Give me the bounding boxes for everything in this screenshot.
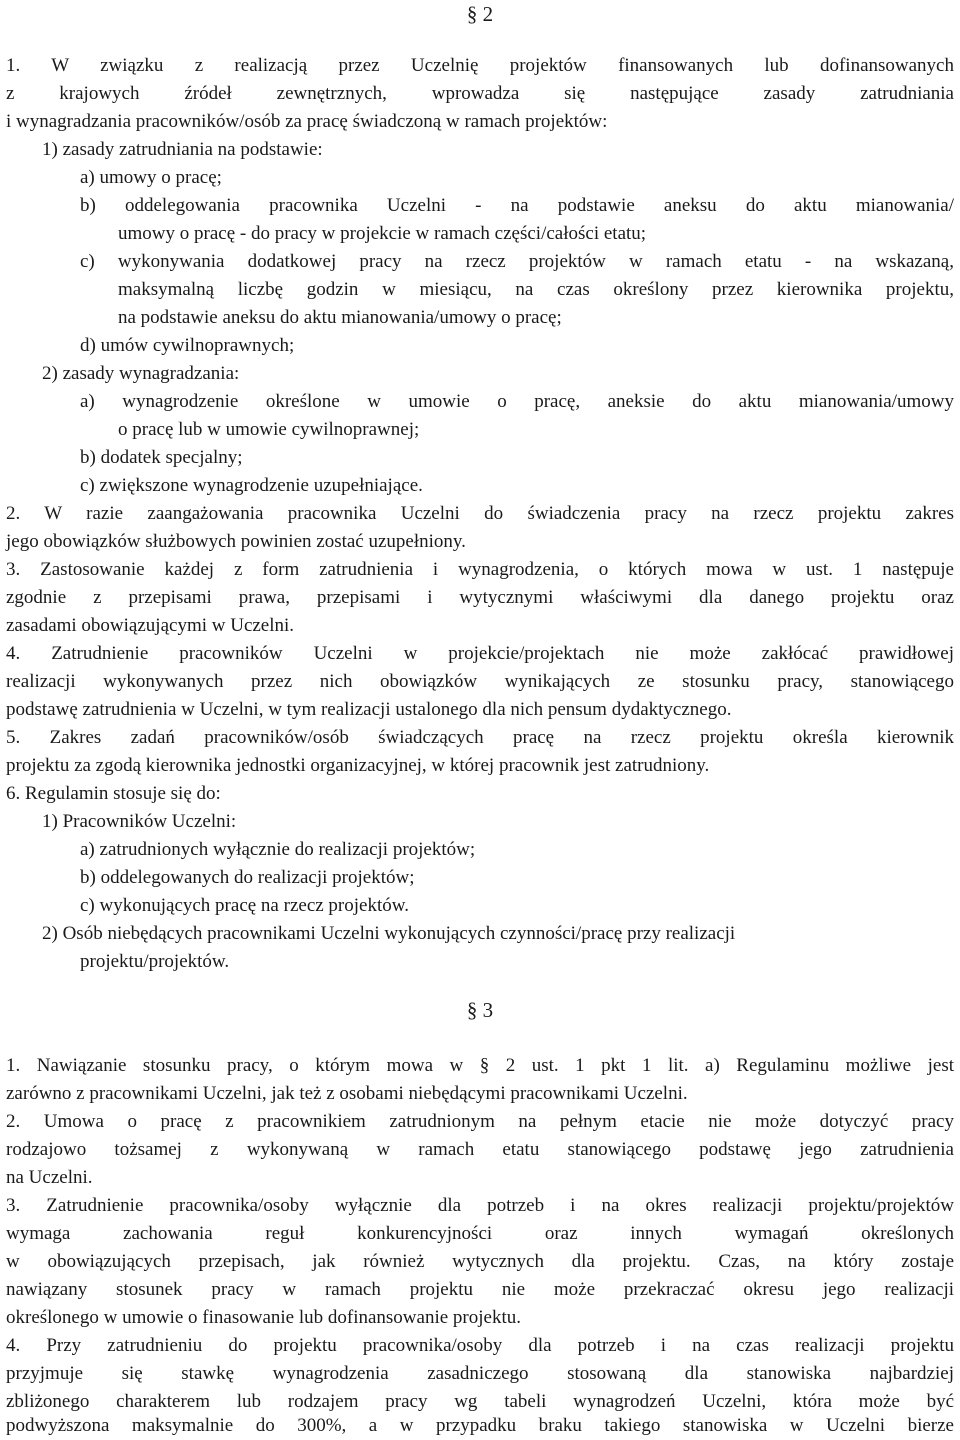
text-line: przyjmuje się stawkę wynagrodzenia zasadniczego stosowaną dla stanowiska najbardziej [6,1363,954,1384]
text-line: projektu/projektów. [80,951,230,972]
text-line: projektu za zgodą kierownika jednostki organizacyjnej, w której pracownik jest zatrudniony. [6,755,710,776]
text-line: c) wykonywania dodatkowej pracy na rzecz projektów w ramach etatu - na wskazaną, [80,251,954,272]
text-line: 6. Regulamin stosuje się do: [6,783,221,804]
text-line: zasadami obowiązującymi w Uczelni. [6,615,295,636]
text-line: 4. Przy zatrudnieniu do projektu pracownika/osoby dla potrzeb i na czas realizacji projektu [6,1335,954,1356]
text-line: 1) zasady zatrudniania na podstawie: [42,139,323,160]
text-line: podwyższona maksymalnie do 300%, a w przypadku braku takiego stanowiska w Uczelni bierze [6,1415,954,1436]
text-line: w obowiązujących przepisach, jak również wytycznych dla projektu. Czas, na który zostaje [6,1251,954,1272]
text-line: zgodnie z przepisami prawa, przepisami i wytycznymi właściwymi dla danego projektu oraz [6,587,954,608]
text-line: b) oddelegowanych do realizacji projektów; [80,867,415,888]
text-line: wymaga zachowania reguł konkurencyjności oraz innych wymagań określonych [6,1223,954,1244]
text-line: 1) Pracowników Uczelni: [42,811,237,832]
text-line: 2) Osób niebędących pracownikami Uczelni wykonujących czynności/pracę przy realizacji [42,923,736,944]
text-line: c) wykonujących pracę na rzecz projektów. [80,895,409,916]
text-line: 2) zasady wynagradzania: [42,363,240,384]
text-line: zarówno z pracownikami Uczelni, jak też z osobami niebędącymi pracownikami Uczelni. [6,1083,688,1104]
text-line: b) oddelegowania pracownika Uczelni - na podstawie aneksu do aktu mianowania/ [80,195,954,216]
text-line: umowy o pracę - do pracy w projekcie w ramach części/całości etatu; [118,223,647,244]
text-line: 2. W razie zaangażowania pracownika Uczelni do świadczenia pracy na rzecz projektu zakres [6,503,954,524]
text-line: 4. Zatrudnienie pracowników Uczelni w projekcie/projektach nie może zakłócać prawidłowej [6,643,954,664]
text-line: o pracę lub w umowie cywilnoprawnej; [118,419,420,440]
text-line: na Uczelni. [6,1167,93,1188]
text-line: 1. Nawiązanie stosunku pracy, o którym mowa w § 2 ust. 1 pkt 1 lit. a) Regulaminu możliwe jest [6,1055,954,1076]
text-line: jego obowiązków służbowych powinien zostać uzupełniony. [6,531,466,552]
text-line: 2. Umowa o pracę z pracownikiem zatrudnionym na pełnym etacie nie może dotyczyć pracy [6,1111,954,1132]
text-line: podstawę zatrudnienia w Uczelni, w tym realizacji ustalonego dla nich pensum dydaktycznego. [6,699,732,720]
text-line: nawiązany stosunek pracy w ramach projektu nie może przekraczać okresu jego realizacji [6,1279,954,1300]
text-line: realizacji wykonywanych przez nich obowiązków wynikających ze stosunku pracy, stanowiącego [6,671,954,692]
text-line: na podstawie aneksu do aktu mianowania/umowy o pracę; [118,307,562,328]
text-line: 3. Zastosowanie każdej z form zatrudnienia i wynagrodzenia, o których mowa w ust. 1 następuje [6,559,954,580]
text-line: 3. Zatrudnienie pracownika/osoby wyłącznie dla potrzeb i na okres realizacji projektu/projektów [6,1195,954,1216]
text-line: określonego w umowie o finasowanie lub dofinansowanie projektu. [6,1307,521,1328]
text-line: rodzajowo tożsamej z wykonywaną w ramach etatu stanowiącego podstawę jego zatrudnienia [6,1139,954,1160]
text-line: a) zatrudnionych wyłącznie do realizacji projektów; [80,839,476,860]
text-line: a) wynagrodzenie określone w umowie o pracę, aneksie do aktu mianowania/umowy [80,391,954,412]
text-line: z krajowych źródeł zewnętrznych, wprowadza się następujące zasady zatrudniania [6,83,954,104]
text-line: b) dodatek specjalny; [80,447,243,468]
text-line: zbliżonego charakterem lub rodzajem pracy wg tabeli wynagrodzeń Uczelni, która może być [6,1391,954,1412]
text-line: a) umowy o pracę; [80,167,222,188]
text-line: 1. W związku z realizacją przez Uczelnię projektów finansowanych lub dofinansowanych [6,55,954,76]
text-line: i wynagradzania pracowników/osób za pracę świadczoną w ramach projektów: [6,111,608,132]
text-line: c) zwiększone wynagrodzenie uzupełniające. [80,475,423,496]
text-line: d) umów cywilnoprawnych; [80,335,295,356]
text-line: 5. Zakres zadań pracowników/osób świadczących pracę na rzecz projektu określa kierownik [6,727,954,748]
section-heading: § 2 [466,2,494,26]
text-line: maksymalną liczbę godzin w miesiącu, na czas określony przez kierownika projektu, [118,279,954,300]
section-heading: § 3 [466,998,494,1022]
